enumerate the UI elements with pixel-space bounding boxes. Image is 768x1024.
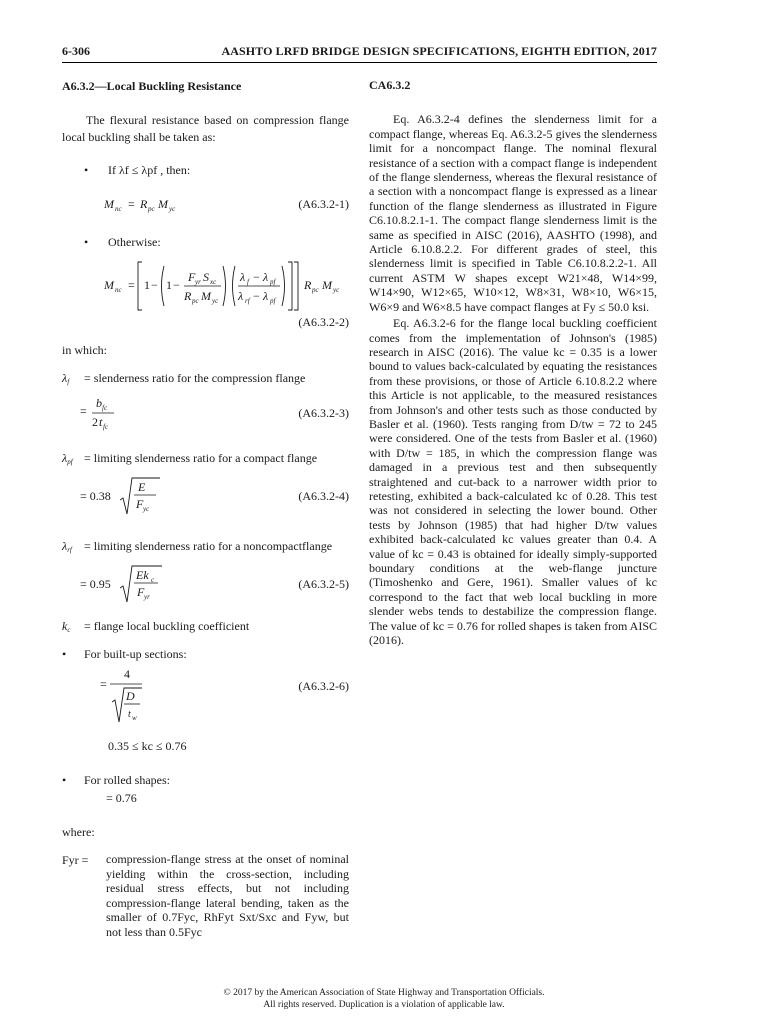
svg-text:4: 4: [124, 667, 130, 681]
svg-text:λ: λ: [240, 270, 246, 284]
header-rule: [62, 62, 657, 63]
svg-text:=: =: [128, 278, 135, 292]
svg-text:−: −: [253, 289, 260, 303]
svg-text:fc: fc: [102, 404, 108, 412]
svg-text:E: E: [138, 480, 146, 494]
equation-label: (A6.3.2-5): [298, 577, 349, 591]
svg-text:F: F: [136, 497, 144, 511]
svg-text:1: 1: [166, 278, 172, 292]
symbol-lambda-pf: λpf: [62, 451, 73, 466]
bullet-dot: •: [84, 235, 89, 249]
kc-range: 0.35 ≤ kc ≤ 0.76: [108, 739, 187, 753]
def-lambda-pf: = limiting slenderness ratio for a compact flange: [84, 451, 318, 465]
svg-text:yr: yr: [195, 278, 201, 286]
svg-text:=: =: [128, 197, 135, 211]
svg-text:M: M: [104, 278, 114, 292]
symbol-kc: kc: [62, 619, 71, 634]
svg-text:F: F: [137, 585, 145, 599]
svg-text:c: c: [151, 576, 155, 584]
bullet-otherwise-text: Otherwise:: [108, 235, 161, 249]
svg-text:pc: pc: [148, 205, 155, 213]
equation-label: (A6.3.2-4): [298, 489, 349, 503]
def-lambda-rf: = limiting slenderness ratio for a noncompactflange: [84, 539, 333, 553]
svg-text:M: M: [322, 278, 332, 292]
svg-text:=: =: [100, 677, 107, 691]
symbol-lambda-f: λf: [62, 371, 70, 386]
eq4-coefficient: = 0.38: [80, 489, 111, 503]
svg-text:−: −: [173, 278, 180, 292]
svg-text:yc: yc: [143, 505, 150, 513]
where-label: where:: [62, 825, 95, 839]
def-lambda-f: = slenderness ratio for the compression flange: [84, 371, 306, 385]
rolled-value: = 0.76: [106, 791, 137, 805]
bullet-dot: •: [62, 647, 67, 661]
svg-text:fc: fc: [103, 423, 109, 431]
svg-text:pf: pf: [270, 278, 276, 286]
commentary-column: [369, 78, 657, 647]
eq5-coefficient: = 0.95: [80, 577, 111, 591]
equation-a6-3-2-6: [100, 664, 170, 729]
def-fyr: compression-flange stress at the onset of nominal yielding within the cross-section, including residual stress effects, but not including compression-flange lateral bending, taken as the smaller of 0.7Fyc, RhFyt Sxt/Sxc and Fyw, but not less than 0.5Fyc: [106, 852, 349, 939]
svg-text:yc: yc: [212, 297, 219, 305]
bullet-dot: •: [62, 773, 67, 787]
def-kc: = flange local buckling coefficient: [84, 619, 250, 633]
in-which-label: in which:: [62, 343, 107, 357]
copyright-line-2: All rights reserved. Duplication is a violation of applicable law.: [263, 1000, 505, 1010]
svg-text:yc: yc: [333, 286, 340, 294]
svg-text:M: M: [158, 197, 168, 211]
bullet-dot: •: [84, 163, 89, 177]
bullet-builtup-text: For built-up sections:: [84, 647, 187, 661]
equation-a6-3-2-2: [104, 258, 354, 319]
equation-label: (A6.3.2-1): [298, 197, 349, 211]
svg-text:b: b: [96, 396, 102, 410]
bullet-rolled-text: For rolled shapes:: [84, 773, 170, 787]
svg-text:S: S: [203, 270, 209, 284]
svg-text:1: 1: [144, 278, 150, 292]
svg-text:M: M: [104, 197, 114, 211]
copyright-line-1: © 2017 by the American Association of State Highway and Transportation Officials.: [223, 988, 545, 998]
svg-text:pc: pc: [312, 286, 319, 294]
commentary-paragraph-2: Eq. A6.3.2-6 for the flange local buckling coefficient comes from the implementation of Johnson's (1985) research in AISC (2016). The value kc = 0.35 is a lower bound to values back-calculated by equating the resistances from these provisions, or those of Article 6.10.8.2.2 where this Article is not applicable, to the measured resistances from Johnson's and other tests such as those conducted by Basler et al. (1960). Tests ranging from D/tw = 72 to 245 were considered. One of the tests from Basler et al. (1960) with D/tw = 185, in which the compression flange was damaged in a previous test and then subsequently straightened and cut-back to a narrower width prior to retesting, exhibited a back-calculated kc of 0.28. This test was not considered in selecting the lower bound. Other tests by Johnson (1985) that had higher D/tw values exhibited back-calculated kc values greater than 0.4. A value of kc = 0.43 is obtained for ideally simply-supported boundary conditions at the web-flange juncture (Timoshenko and Gere, 1961). Smaller values of kc correspond to the fact that web local buckling in more slender webs tends to destabilize the compression flange. The value of kc = 0.76 for rolled shapes is taken from AISC (2016).: [369, 316, 657, 648]
svg-text:pf: pf: [270, 297, 276, 305]
symbol-lambda-rf: λrf: [62, 539, 72, 554]
intro-paragraph: The flexural resistance based on compression flange local buckling shall be taken as:: [62, 113, 349, 144]
svg-text:F: F: [188, 270, 196, 284]
svg-text:M: M: [201, 289, 211, 303]
page-number: 6-306: [62, 44, 90, 58]
svg-text:pc: pc: [192, 297, 199, 305]
svg-text:t: t: [128, 709, 131, 720]
running-title: AASHTO LRFD BRIDGE DESIGN SPECIFICATIONS, EIGHTH EDITION, 2017: [221, 44, 657, 58]
svg-text:f: f: [247, 278, 249, 286]
equation-a6-3-2-4: [120, 474, 170, 523]
commentary-paragraph-1: Eq. A6.3.2-4 defines the slenderness limit for a compact flange, whereas Eq. A6.3.2-5 gives the slenderness limit for a noncompact flange. The nominal flexural resistance of a section with a compact flange is independent of the flange slenderness, whereas the flexural resistance of a section with a noncompact flange is expressed as a linear function of the flange slenderness as illustrated in Figure C6.10.8.2.1-1. The compact flange slenderness limit is the same as specified in AISC (2016), AASHTO (1998), and Article 6.10.8.2.2. For different grades of steel, this slenderness limit is specified in Table C6.10.8.2.2-1. All current ASTM W shapes except W21×48, W14×99, W14×90, W12×65, W10×12, W8×31, W8×10, W6×15, W6×9 and W6×8.5 have compact flanges at Fy ≤ 50.0 ksi.: [369, 112, 657, 314]
svg-text:xc: xc: [210, 278, 217, 286]
symbol-fyr: Fyr =: [62, 853, 89, 867]
copyright-footer: [0, 987, 768, 1011]
svg-text:R: R: [184, 289, 192, 303]
svg-text:D: D: [126, 689, 135, 703]
svg-text:yr: yr: [144, 593, 150, 601]
svg-text:2: 2: [92, 415, 98, 429]
equation-label: (A6.3.2-2): [298, 315, 349, 329]
svg-text:R: R: [140, 197, 148, 211]
svg-text:−: −: [253, 270, 260, 284]
section-heading: A6.3.2—Local Buckling Resistance: [62, 79, 242, 93]
equation-a6-3-2-3: [80, 392, 140, 437]
commentary-heading: CA6.3.2: [369, 78, 411, 92]
svg-text:rf: rf: [245, 297, 250, 305]
equation-a6-3-2-5: [120, 562, 170, 611]
svg-text:λ: λ: [238, 289, 244, 303]
svg-text:nc: nc: [115, 286, 122, 294]
svg-text:t: t: [99, 415, 103, 429]
svg-text:λ: λ: [263, 270, 269, 284]
svg-text:−: −: [151, 278, 158, 292]
equation-label: (A6.3.2-3): [298, 406, 349, 420]
svg-text:w: w: [132, 714, 137, 722]
equation-label: (A6.3.2-6): [298, 679, 349, 693]
svg-text:R: R: [304, 278, 312, 292]
svg-text:nc: nc: [115, 205, 122, 213]
equation-a6-3-2-1: [104, 192, 224, 223]
svg-text:=: =: [80, 404, 87, 418]
bullet-if-text: If λf ≤ λpf , then:: [108, 163, 191, 177]
svg-text:yc: yc: [169, 205, 176, 213]
svg-text:Ek: Ek: [136, 568, 149, 582]
svg-text:λ: λ: [263, 289, 269, 303]
